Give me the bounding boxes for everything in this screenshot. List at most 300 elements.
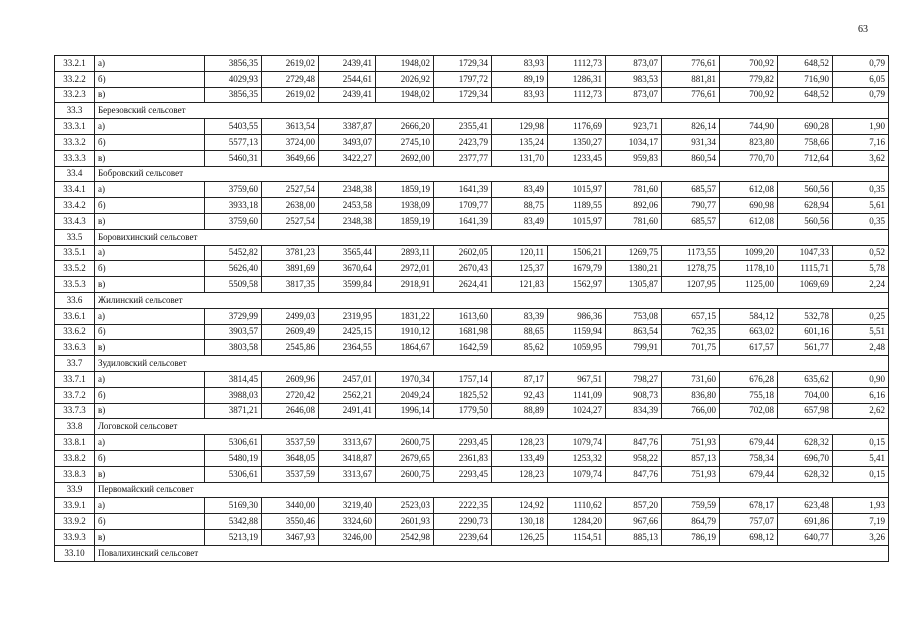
value-cell: 2423,79 [434,134,492,150]
value-cell: 770,70 [720,150,778,166]
row-code: 33.5.3 [55,277,95,293]
value-cell: 847,76 [606,466,662,482]
section-row [55,356,889,372]
row-code: 33.5.2 [55,261,95,277]
value-cell: 1679,79 [548,261,606,277]
value-cell: 1253,32 [548,450,606,466]
value-cell: 663,02 [720,324,778,340]
table-row [55,340,889,356]
row-subitem: в) [95,529,205,545]
row-subitem: в) [95,466,205,482]
table-body [55,56,889,562]
value-cell: 2600,75 [376,435,434,451]
value-cell: 3219,40 [319,498,376,514]
value-cell: 2293,45 [434,466,492,482]
row-code: 33.8.3 [55,466,95,482]
row-code: 33.8.1 [55,435,95,451]
value-cell: 135,24 [492,134,548,150]
row-subitem: б) [95,261,205,277]
table-row [55,198,889,214]
value-cell: 685,57 [662,213,720,229]
table-row [55,466,889,482]
value-cell: 1825,52 [434,387,492,403]
value-cell: 5,51 [833,324,889,340]
section-title: Березовский сельсовет [95,103,889,119]
value-cell: 1284,20 [548,514,606,530]
value-cell: 1024,27 [548,403,606,419]
row-code: 33.6.2 [55,324,95,340]
value-cell: 676,28 [720,371,778,387]
value-cell: 779,82 [720,71,778,87]
value-cell: 2545,86 [262,340,319,356]
section-code: 33.6 [55,292,95,308]
section-row [55,292,889,308]
value-cell: 623,48 [778,498,833,514]
value-cell: 3817,35 [262,277,319,293]
value-cell: 857,20 [606,498,662,514]
row-subitem: б) [95,71,205,87]
value-cell: 2377,77 [434,150,492,166]
value-cell: 702,08 [720,403,778,419]
value-cell: 701,75 [662,340,720,356]
value-cell: 1015,97 [548,182,606,198]
value-cell: 1864,67 [376,340,434,356]
value-cell: 2918,91 [376,277,434,293]
value-cell: 758,66 [778,134,833,150]
section-row [55,419,889,435]
value-cell: 685,57 [662,182,720,198]
value-cell: 786,19 [662,529,720,545]
value-cell: 959,83 [606,150,662,166]
row-code: 33.4.2 [55,198,95,214]
value-cell: 612,08 [720,182,778,198]
section-title: Первомайский сельсовет [95,482,889,498]
value-cell: 5509,58 [205,277,262,293]
value-cell: 1506,21 [548,245,606,261]
section-code: 33.3 [55,103,95,119]
row-code: 33.3.3 [55,150,95,166]
value-cell: 3537,59 [262,435,319,451]
value-cell: 679,44 [720,435,778,451]
value-cell: 2425,15 [319,324,376,340]
value-cell: 2679,65 [376,450,434,466]
section-code: 33.4 [55,166,95,182]
value-cell: 83,93 [492,87,548,103]
value-cell: 0,35 [833,213,889,229]
value-cell: 1948,02 [376,87,434,103]
value-cell: 4029,93 [205,71,262,87]
value-cell: 823,80 [720,134,778,150]
value-cell: 2364,55 [319,340,376,356]
value-cell: 755,18 [720,387,778,403]
table-row [55,71,889,87]
row-subitem: в) [95,213,205,229]
table-row [55,87,889,103]
value-cell: 6,05 [833,71,889,87]
value-cell: 1,93 [833,498,889,514]
row-subitem: а) [95,245,205,261]
value-cell: 83,49 [492,213,548,229]
value-cell: 712,64 [778,150,833,166]
value-cell: 967,51 [548,371,606,387]
value-cell: 3246,00 [319,529,376,545]
value-cell: 1173,55 [662,245,720,261]
value-cell: 2646,08 [262,403,319,419]
value-cell: 864,79 [662,514,720,530]
table-row [55,182,889,198]
value-cell: 0,15 [833,435,889,451]
value-cell: 2666,20 [376,119,434,135]
value-cell: 2239,64 [434,529,492,545]
value-cell: 751,93 [662,466,720,482]
value-cell: 690,28 [778,119,833,135]
value-cell: 3649,66 [262,150,319,166]
value-cell: 3440,00 [262,498,319,514]
row-subitem: б) [95,387,205,403]
value-cell: 799,91 [606,340,662,356]
value-cell: 2348,38 [319,213,376,229]
value-cell: 2499,03 [262,308,319,324]
value-cell: 3903,57 [205,324,262,340]
table-row [55,403,889,419]
value-cell: 1159,94 [548,324,606,340]
table-row [55,245,889,261]
value-cell: 0,90 [833,371,889,387]
value-cell: 1079,74 [548,435,606,451]
value-cell: 2319,95 [319,308,376,324]
value-cell: 657,15 [662,308,720,324]
value-cell: 881,81 [662,71,720,87]
row-code: 33.9.1 [55,498,95,514]
value-cell: 826,14 [662,119,720,135]
value-cell: 2293,45 [434,435,492,451]
value-cell: 88,65 [492,324,548,340]
value-cell: 678,17 [720,498,778,514]
value-cell: 1779,50 [434,403,492,419]
value-cell: 892,06 [606,198,662,214]
value-cell: 2562,21 [319,387,376,403]
row-subitem: в) [95,340,205,356]
value-cell: 1099,20 [720,245,778,261]
value-cell: 3324,60 [319,514,376,530]
value-cell: 3418,87 [319,450,376,466]
value-cell: 2355,41 [434,119,492,135]
table-row [55,213,889,229]
row-subitem: а) [95,498,205,514]
value-cell: 790,77 [662,198,720,214]
value-cell: 560,56 [778,182,833,198]
value-cell: 612,08 [720,213,778,229]
value-cell: 2026,92 [376,71,434,87]
value-cell: 601,16 [778,324,833,340]
row-subitem: а) [95,371,205,387]
value-cell: 3814,45 [205,371,262,387]
row-subitem: б) [95,514,205,530]
table-row [55,150,889,166]
value-cell: 0,79 [833,56,889,72]
value-cell: 1859,19 [376,182,434,198]
value-cell: 863,54 [606,324,662,340]
value-cell: 3856,35 [205,56,262,72]
section-row [55,229,889,245]
row-code: 33.6.1 [55,308,95,324]
value-cell: 2457,01 [319,371,376,387]
value-cell: 700,92 [720,87,778,103]
value-cell: 776,61 [662,56,720,72]
value-cell: 628,32 [778,435,833,451]
value-cell: 85,62 [492,340,548,356]
value-cell: 3613,54 [262,119,319,135]
value-cell: 873,07 [606,87,662,103]
value-cell: 986,36 [548,308,606,324]
value-cell: 1286,31 [548,71,606,87]
section-title: Бобровский сельсовет [95,166,889,182]
value-cell: 1996,14 [376,403,434,419]
value-cell: 3313,67 [319,466,376,482]
value-cell: 0,25 [833,308,889,324]
value-cell: 532,78 [778,308,833,324]
value-cell: 584,12 [720,308,778,324]
row-subitem: а) [95,119,205,135]
value-cell: 2542,98 [376,529,434,545]
value-cell: 1380,21 [606,261,662,277]
value-cell: 130,18 [492,514,548,530]
value-cell: 836,80 [662,387,720,403]
row-subitem: б) [95,198,205,214]
value-cell: 3313,67 [319,435,376,451]
value-cell: 700,92 [720,56,778,72]
value-cell: 1641,39 [434,182,492,198]
value-cell: 129,98 [492,119,548,135]
value-cell: 1797,72 [434,71,492,87]
value-cell: 121,83 [492,277,548,293]
value-cell: 83,93 [492,56,548,72]
value-cell: 3467,93 [262,529,319,545]
value-cell: 3387,87 [319,119,376,135]
row-code: 33.7.3 [55,403,95,419]
table-row [55,529,889,545]
value-cell: 2601,93 [376,514,434,530]
value-cell: 1613,60 [434,308,492,324]
value-cell: 704,00 [778,387,833,403]
value-cell: 125,37 [492,261,548,277]
value-cell: 3724,00 [262,134,319,150]
value-cell: 2049,24 [376,387,434,403]
value-cell: 759,59 [662,498,720,514]
value-cell: 1278,75 [662,261,720,277]
value-cell: 5626,40 [205,261,262,277]
value-cell: 1910,12 [376,324,434,340]
value-cell: 6,16 [833,387,889,403]
value-cell: 1176,69 [548,119,606,135]
value-cell: 679,44 [720,466,778,482]
value-cell: 0,52 [833,245,889,261]
row-code: 33.9.3 [55,529,95,545]
value-cell: 7,19 [833,514,889,530]
row-code: 33.8.2 [55,450,95,466]
value-cell: 885,13 [606,529,662,545]
value-cell: 5306,61 [205,466,262,482]
table-row [55,261,889,277]
value-cell: 1948,02 [376,56,434,72]
value-cell: 2,62 [833,403,889,419]
value-cell: 3599,84 [319,277,376,293]
value-cell: 1125,00 [720,277,778,293]
value-cell: 758,34 [720,450,778,466]
value-cell: 628,32 [778,466,833,482]
value-cell: 1154,51 [548,529,606,545]
value-cell: 3856,35 [205,87,262,103]
section-title: Зудиловский сельсовет [95,356,889,372]
value-cell: 1831,22 [376,308,434,324]
value-cell: 124,92 [492,498,548,514]
row-code: 33.4.3 [55,213,95,229]
value-cell: 2348,38 [319,182,376,198]
value-cell: 5,78 [833,261,889,277]
value-cell: 1112,73 [548,56,606,72]
tariff-table [54,55,889,562]
value-cell: 3648,05 [262,450,319,466]
row-subitem: а) [95,308,205,324]
value-cell: 781,60 [606,182,662,198]
value-cell: 1938,09 [376,198,434,214]
value-cell: 3,26 [833,529,889,545]
value-cell: 2453,58 [319,198,376,214]
page-number: 63 [858,24,868,35]
table-row [55,308,889,324]
value-cell: 5169,30 [205,498,262,514]
value-cell: 88,89 [492,403,548,419]
value-cell: 2,24 [833,277,889,293]
row-subitem: б) [95,134,205,150]
table-row [55,371,889,387]
value-cell: 2624,41 [434,277,492,293]
value-cell: 1059,95 [548,340,606,356]
row-code: 33.5.1 [55,245,95,261]
value-cell: 776,61 [662,87,720,103]
value-cell: 7,16 [833,134,889,150]
value-cell: 2729,48 [262,71,319,87]
value-cell: 0,15 [833,466,889,482]
value-cell: 1189,55 [548,198,606,214]
value-cell: 2720,42 [262,387,319,403]
table-row [55,387,889,403]
value-cell: 757,07 [720,514,778,530]
table-row [55,450,889,466]
value-cell: 1,90 [833,119,889,135]
row-code: 33.3.2 [55,134,95,150]
row-subitem: а) [95,435,205,451]
section-row [55,482,889,498]
value-cell: 696,70 [778,450,833,466]
value-cell: 5213,19 [205,529,262,545]
value-cell: 2439,41 [319,87,376,103]
value-cell: 3537,59 [262,466,319,482]
value-cell: 3803,58 [205,340,262,356]
value-cell: 2439,41 [319,56,376,72]
value-cell: 744,90 [720,119,778,135]
value-cell: 691,86 [778,514,833,530]
section-code: 33.8 [55,419,95,435]
table-row [55,514,889,530]
value-cell: 834,39 [606,403,662,419]
value-cell: 648,52 [778,56,833,72]
value-cell: 83,49 [492,182,548,198]
row-subitem: в) [95,87,205,103]
value-cell: 0,35 [833,182,889,198]
row-code: 33.2.3 [55,87,95,103]
value-cell: 2544,61 [319,71,376,87]
value-cell: 657,98 [778,403,833,419]
section-title: Боровихинский сельсовет [95,229,889,245]
row-subitem: а) [95,56,205,72]
value-cell: 857,13 [662,450,720,466]
value-cell: 1269,75 [606,245,662,261]
value-cell: 5306,61 [205,435,262,451]
value-cell: 128,23 [492,466,548,482]
value-cell: 3933,18 [205,198,262,214]
value-cell: 1015,97 [548,213,606,229]
table-row [55,435,889,451]
section-row [55,103,889,119]
value-cell: 3670,64 [319,261,376,277]
row-code: 33.2.2 [55,71,95,87]
row-subitem: б) [95,450,205,466]
value-cell: 3,62 [833,150,889,166]
value-cell: 2523,03 [376,498,434,514]
value-cell: 92,43 [492,387,548,403]
row-subitem: в) [95,403,205,419]
value-cell: 2619,02 [262,56,319,72]
value-cell: 2,48 [833,340,889,356]
row-code: 33.9.2 [55,514,95,530]
table-row [55,119,889,135]
value-cell: 648,52 [778,87,833,103]
value-cell: 860,54 [662,150,720,166]
value-cell: 847,76 [606,435,662,451]
value-cell: 2527,54 [262,213,319,229]
section-code: 33.10 [55,545,95,561]
value-cell: 5480,19 [205,450,262,466]
value-cell: 1110,62 [548,498,606,514]
value-cell: 1681,98 [434,324,492,340]
section-title: Жилинский сельсовет [95,292,889,308]
value-cell: 2361,83 [434,450,492,466]
row-code: 33.2.1 [55,56,95,72]
row-subitem: б) [95,324,205,340]
value-cell: 3891,69 [262,261,319,277]
value-cell: 5452,82 [205,245,262,261]
section-row [55,166,889,182]
value-cell: 5,61 [833,198,889,214]
value-cell: 1305,87 [606,277,662,293]
value-cell: 628,94 [778,198,833,214]
value-cell: 1859,19 [376,213,434,229]
value-cell: 908,73 [606,387,662,403]
row-subitem: в) [95,150,205,166]
value-cell: 2670,43 [434,261,492,277]
value-cell: 561,77 [778,340,833,356]
table-row [55,324,889,340]
value-cell: 0,79 [833,87,889,103]
value-cell: 1112,73 [548,87,606,103]
table-row [55,277,889,293]
row-code: 33.6.3 [55,340,95,356]
value-cell: 983,53 [606,71,662,87]
value-cell: 1729,34 [434,56,492,72]
value-cell: 2222,35 [434,498,492,514]
value-cell: 2491,41 [319,403,376,419]
